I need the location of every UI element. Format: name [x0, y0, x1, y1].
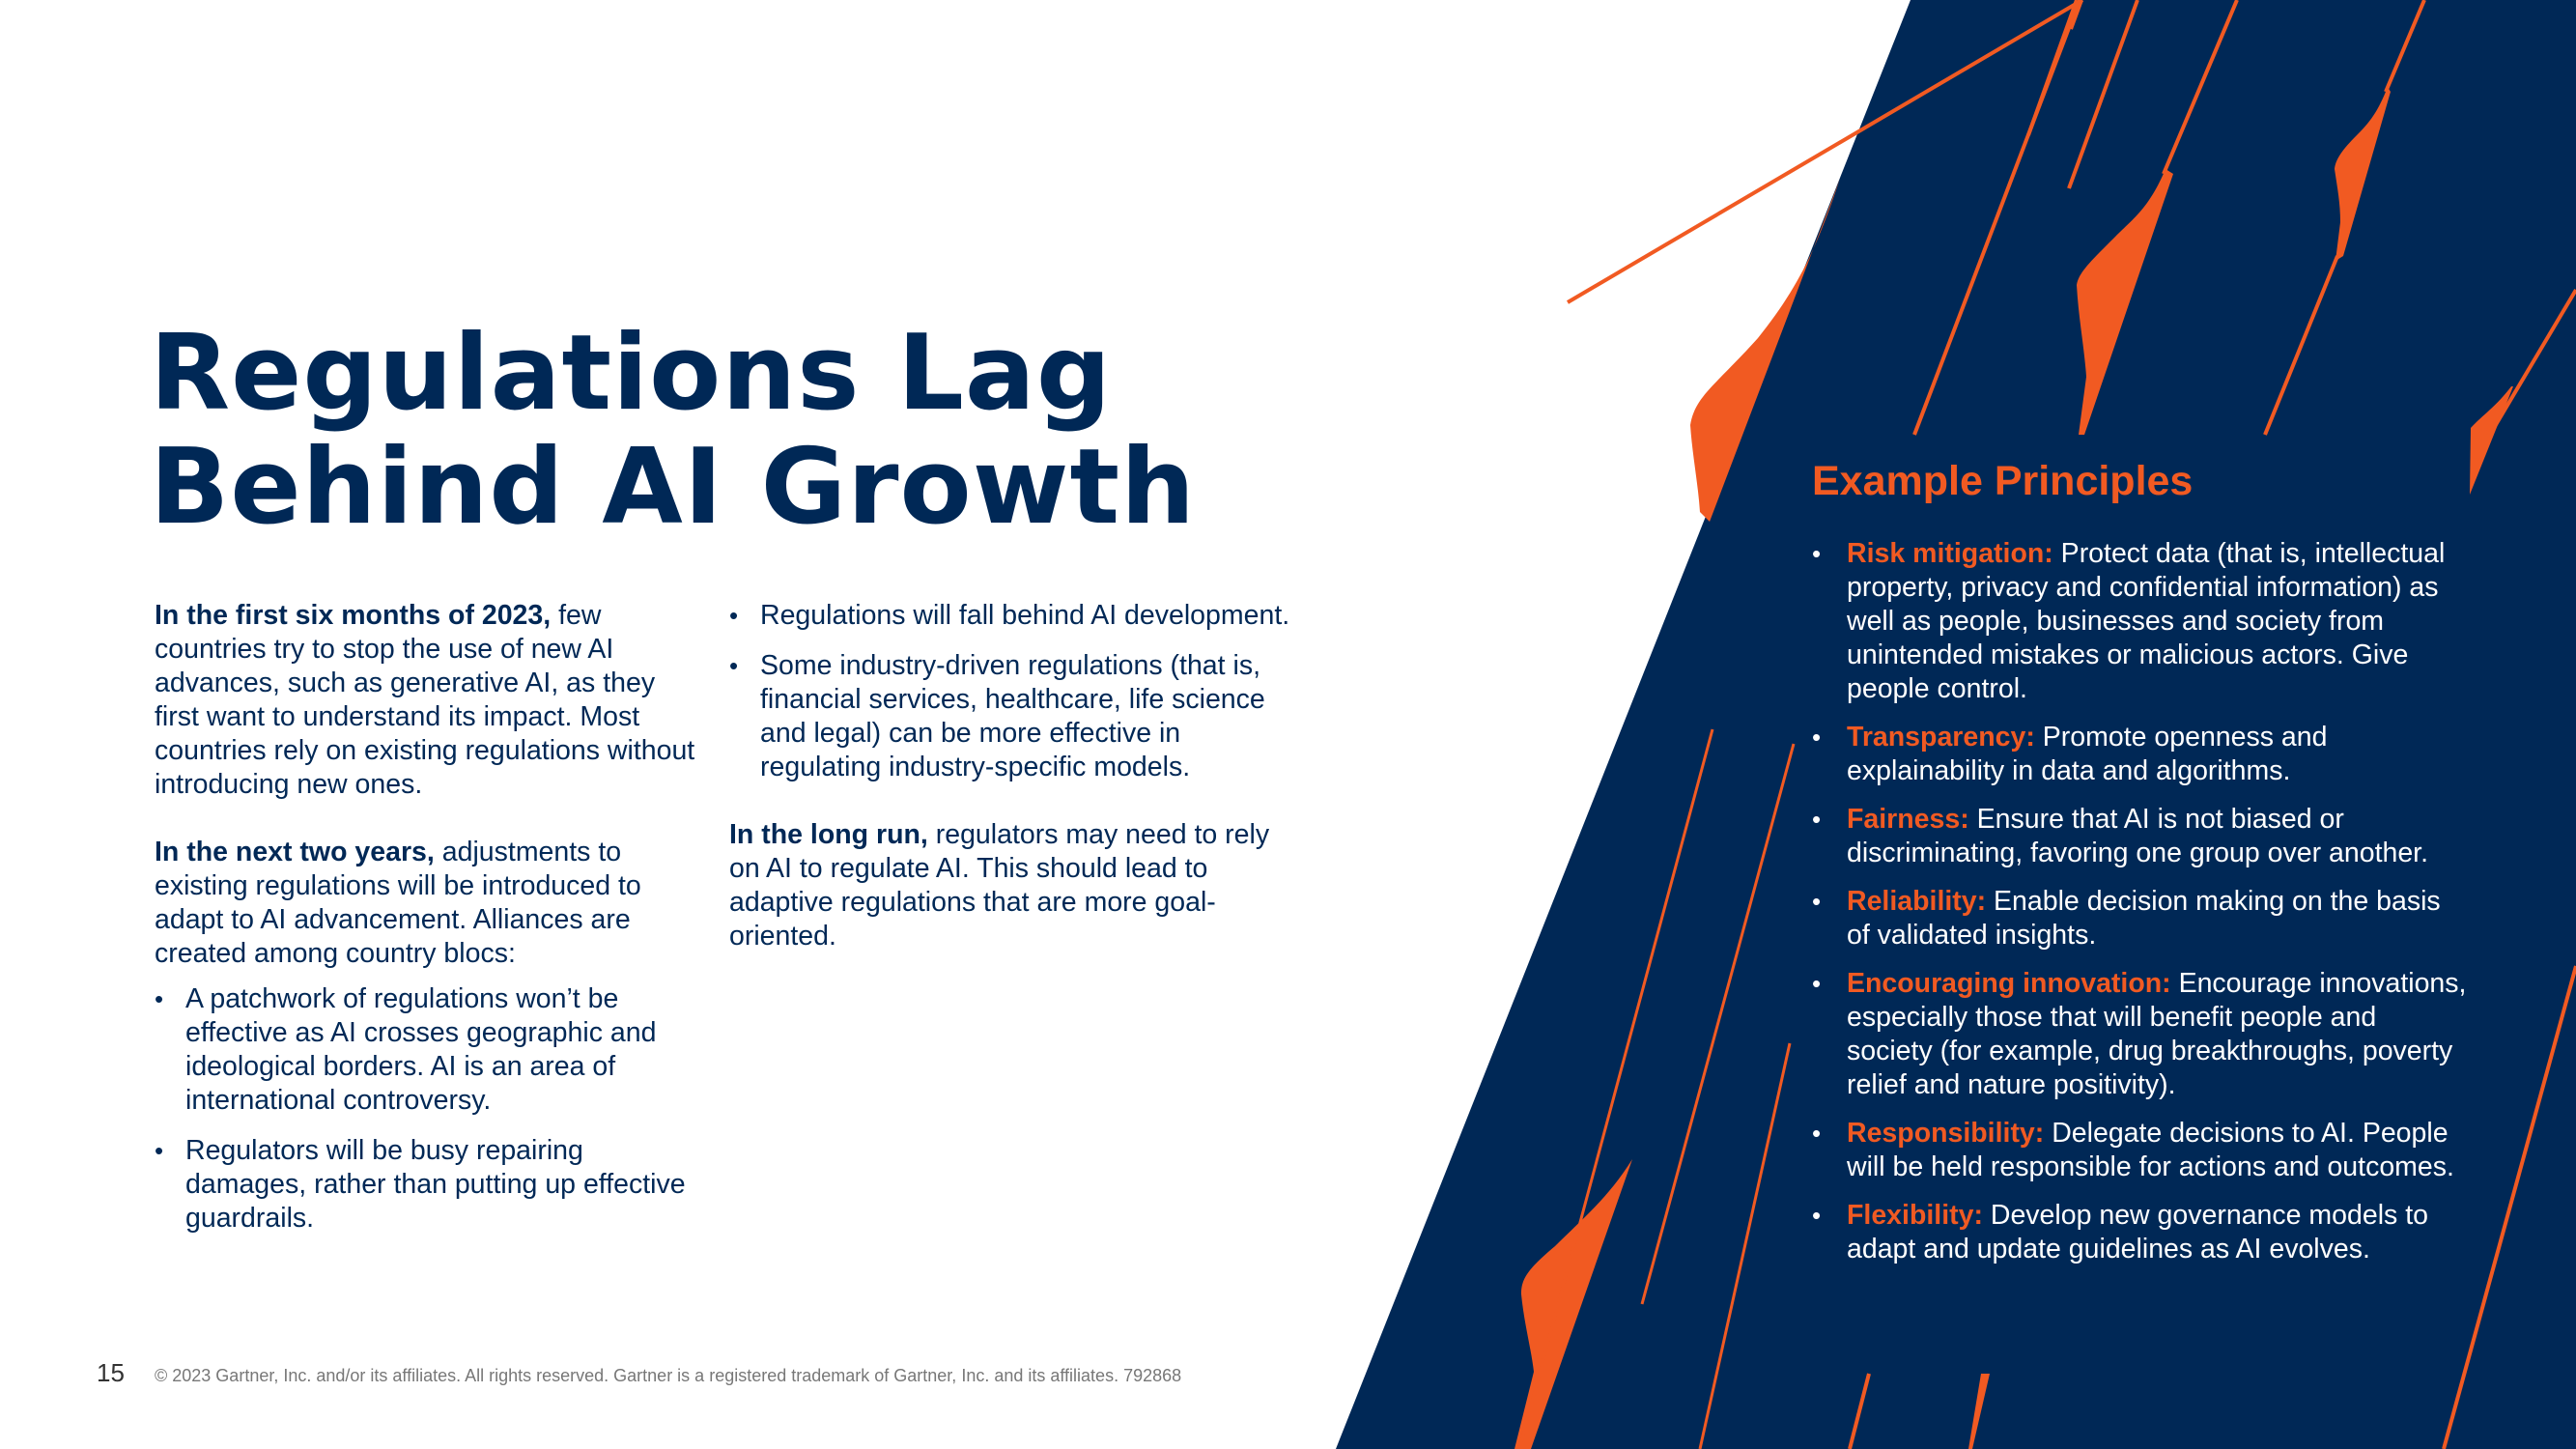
- left-column: [155, 599, 695, 1252]
- principle-item: [1812, 721, 2469, 788]
- lead-in-bold: In the first six months of 2023,: [155, 600, 552, 631]
- title-line-2: Behind AI Growth: [150, 427, 1197, 548]
- paragraph-long-run: [729, 818, 1299, 953]
- principle-item: [1812, 803, 2469, 870]
- bullet-item: • A patchwork of regulations won’t be effective as AI crosses geographic and ideological borders. AI is an area of international controversy.: [155, 982, 695, 1118]
- title-line-1: Regulations Lag: [150, 313, 1113, 434]
- principle-text: Delegate decisions to AI. People will be held responsible for actions and outcomes.: [1847, 1118, 2454, 1182]
- slide-title: [150, 313, 1197, 548]
- principle-key: Reliability:: [1847, 886, 1987, 917]
- principles-heading: Example Principles: [1812, 458, 2194, 504]
- page-number: 15: [97, 1358, 125, 1387]
- copyright-notice: © 2023 Gartner, Inc. and/or its affiliates. All rights reserved. Gartner is a registered trademark of Gartner, Inc. and its affiliates. 792868: [155, 1366, 1182, 1385]
- paragraph-first-six-months: [155, 599, 695, 802]
- bullet-item: • Some industry-driven regulations (that is, financial services, healthcare, life science and legal) can be more effective in regulating industry-specific models.: [729, 649, 1299, 784]
- principle-key: Flexibility:: [1847, 1200, 1983, 1231]
- principle-item: [1812, 967, 2469, 1102]
- principle-key: Responsibility:: [1847, 1118, 2045, 1149]
- principle-key: Fairness:: [1847, 804, 1969, 835]
- principle-text: Promote openness and explainability in data and algorithms.: [1847, 722, 2328, 786]
- principle-item: [1812, 1199, 2469, 1266]
- principle-key: Transparency:: [1847, 722, 2035, 753]
- principle-key: Encouraging innovation:: [1847, 968, 2171, 999]
- slide-footer: [97, 1358, 1181, 1387]
- principles-panel: [1812, 456, 2469, 1281]
- principle-item: [1812, 885, 2469, 952]
- principle-text: Ensure that AI is not biased or discriminating, favoring one group over another.: [1847, 804, 2429, 868]
- principle-text: Encourage innovations, especially those that will benefit people and society (for example, drug breakthroughs, poverty relief and nature positivity).: [1847, 968, 2467, 1100]
- principle-text: Enable decision making on the basis of validated insights.: [1847, 886, 2441, 951]
- paragraph-text: few countries try to stop the use of new AI advances, such as generative AI, as they first want to understand its impact. Most countries rely on existing regulations without introducing new ones.: [155, 600, 695, 800]
- lead-in-bold: In the long run,: [729, 819, 928, 850]
- principle-key: Risk mitigation:: [1847, 538, 2053, 569]
- principle-item: [1812, 1117, 2469, 1184]
- principle-item: [1812, 537, 2469, 706]
- middle-column: [729, 599, 1299, 987]
- paragraph-text: adjustments to existing regulations will be introduced to adapt to AI advancement. Alliances are created among country blocs:: [155, 837, 641, 969]
- principles-list: [1812, 537, 2469, 1266]
- principle-text: Protect data (that is, intellectual property, privacy and confidential information) as well as people, businesses and society from unintended mistakes or malicious actors. Give people control.: [1847, 538, 2446, 704]
- paragraph-text: regulators may need to rely on AI to regulate AI. This should lead to adaptive regulations that are more goal-oriented.: [729, 819, 1270, 952]
- bullet-item: • Regulations will fall behind AI development.: [729, 599, 1299, 633]
- lead-in-bold: In the next two years,: [155, 837, 435, 867]
- bullet-list: [729, 599, 1299, 784]
- principle-text: Develop new governance models to adapt and update guidelines as AI evolves.: [1847, 1200, 2428, 1264]
- bullet-item: • Regulators will be busy repairing damages, rather than putting up effective guardrails.: [155, 1134, 695, 1236]
- paragraph-next-two-years: [155, 836, 695, 971]
- bullet-list: [155, 982, 695, 1236]
